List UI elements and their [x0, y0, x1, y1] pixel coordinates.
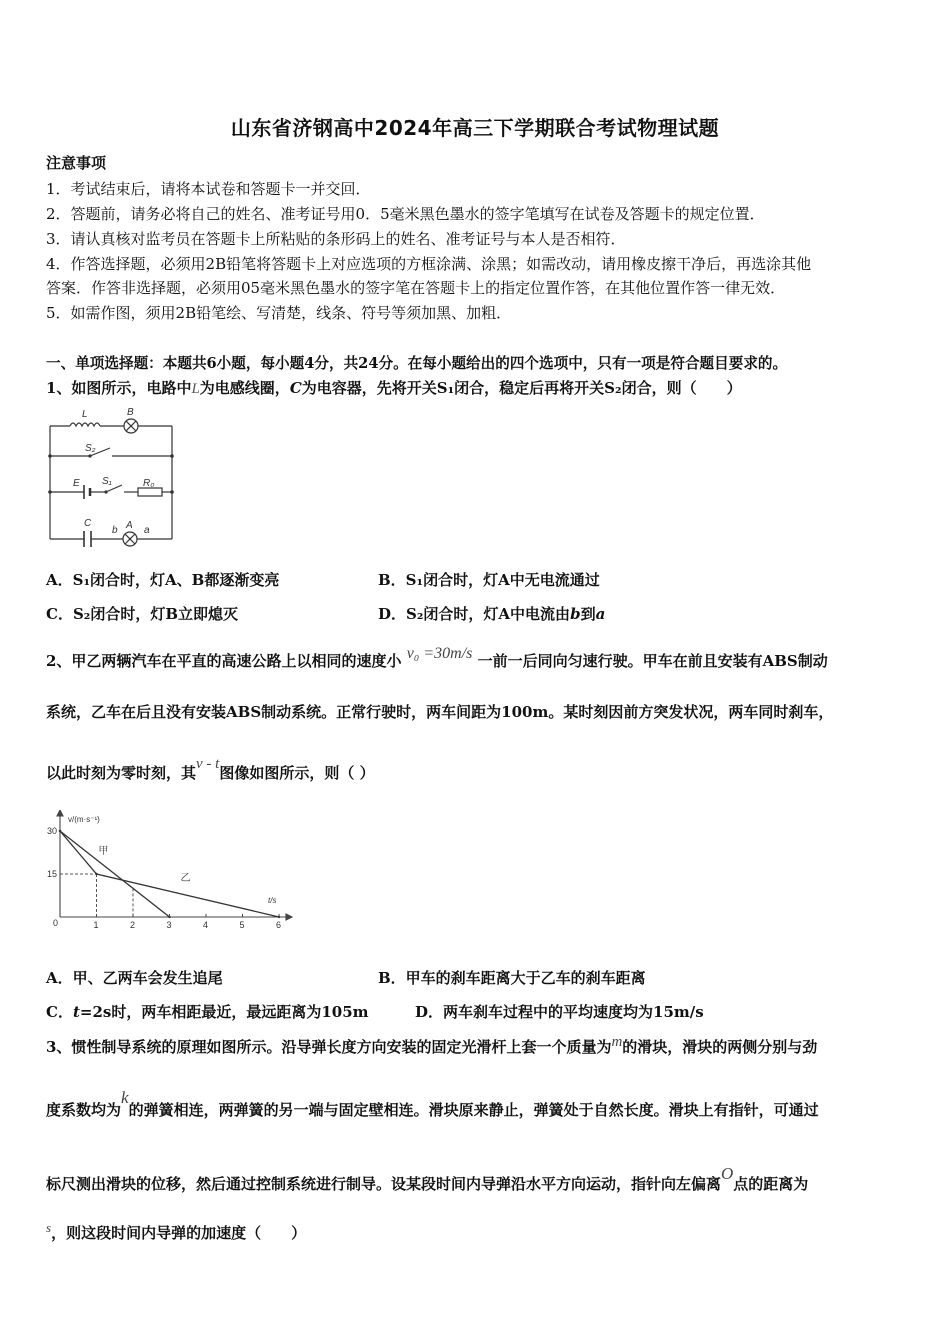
chart-x-tick-0: 0 — [53, 918, 59, 928]
q1-option-d[interactable] — [378, 603, 605, 624]
circuit-label-c: C — [84, 518, 92, 529]
q3-line2-a: 度系数均为 — [46, 1101, 122, 1119]
chart-series-label-2: 乙 — [180, 873, 191, 885]
notice-item-4: 4．作答选择题，必须用2B铅笔将答题卡上对应选项的方框涂满、涂黑；如需改动，请用橡皮擦干净后，再选涂其他 — [46, 255, 812, 273]
q1-stem-b: 为电感线圈， — [199, 379, 290, 397]
circuit-label-a-lamp: A — [126, 520, 133, 531]
q1-symbol-c: C — [289, 379, 302, 397]
circuit-label-l: L — [82, 409, 88, 420]
chart-x-tick-3: 3 — [166, 920, 172, 930]
q3-line3-a: 标尺测出滑块的位移，然后通过控制系统进行制导。设某段时间内导弹沿水平方向运动，指针向左偏离 — [46, 1175, 722, 1193]
chart-x-tick-2: 2 — [130, 920, 136, 930]
circuit-label-s2: S₂ — [85, 443, 96, 454]
question-1-stem — [46, 377, 742, 398]
q1-option-d-d: a — [595, 605, 606, 623]
chart-x-label: t/s — [268, 896, 277, 905]
q2-option-c-a: C． — [46, 1003, 73, 1021]
q1-stem-c: 为电容器，先将开关S₁闭合，稳定后再将开关S₂闭合，则（ ） — [301, 379, 742, 397]
chart-y-tick-15: 15 — [47, 869, 58, 879]
q3-line3-b: 点的距离为 — [733, 1175, 809, 1193]
question-3-line-1 — [46, 1036, 817, 1057]
page-title: 山东省济钢高中2024年高三下学期联合考试物理试题 — [230, 116, 720, 140]
q2-vt: v - t — [196, 756, 220, 772]
notice-item-2: 2．答题前，请务必将自己的姓名、准考证号用0．5毫米黑色墨水的签字笔填写在试卷及答题卡的规定位置． — [46, 205, 765, 223]
question-3-line-2 — [46, 1088, 819, 1120]
q1-stem-a: 1、如图所示，电路中 — [46, 379, 192, 397]
q2-v0: v₀ =30m/s — [406, 645, 473, 662]
circuit-label-b-point: b — [112, 525, 118, 536]
q2-line3-a: 以此时刻为零时刻，其 — [46, 764, 197, 782]
chart-y-arrow — [57, 810, 63, 816]
chart-x-tick-5: 5 — [239, 920, 245, 930]
q1-option-d-c: 到 — [580, 605, 596, 623]
question-2-line-1 — [46, 645, 828, 671]
notice-item-4-cont: 答案．作答非选择题，必须用05毫米黑色墨水的签字笔在答题卡上的指定位置作答，在其他位置作答一律无效． — [46, 279, 786, 297]
q1-option-a[interactable]: A．S₁闭合时，灯A、B都逐渐变亮 — [46, 571, 280, 589]
q2-option-c-t: t — [72, 1003, 80, 1021]
question-3-line-4 — [46, 1222, 306, 1243]
chart-point-2-1 — [59, 830, 61, 832]
chart-x-tick-4: 4 — [203, 920, 209, 930]
q3-symbol-k: k — [121, 1088, 129, 1107]
question-2-line-3 — [46, 756, 375, 783]
circuit-diagram — [40, 402, 185, 552]
chart-y-tick-30: 30 — [47, 826, 58, 836]
circuit-label-b: B — [127, 407, 134, 418]
question-3-line-3 — [46, 1164, 809, 1194]
chart-y-label: v/(m·s⁻¹) — [68, 815, 100, 824]
chart-x-arrow — [286, 914, 292, 920]
q2-option-d[interactable]: D．两车刹车过程中的平均速度均为15m/s — [415, 1003, 704, 1021]
q2-line1-a: 2、甲乙两辆汽车在平直的高速公路上以相同的速度小 — [46, 652, 402, 670]
chart-x-tick-6: 6 — [276, 920, 282, 930]
vt-chart — [46, 810, 296, 935]
q1-option-c[interactable]: C．S₂闭合时，灯B立即熄灭 — [46, 605, 239, 623]
circuit-label-e: E — [73, 478, 80, 489]
q1-option-d-a: D．S₂闭合时，灯A中电流由 — [378, 605, 571, 623]
q1-option-b[interactable]: B．S₁闭合时，灯A中无电流通过 — [378, 571, 600, 589]
circuit-label-r0: R₀ — [143, 478, 155, 489]
q3-line1-a: 3、惯性制导系统的原理如图所示。沿导弹长度方向安装的固定光滑杆上套一个质量为 — [46, 1038, 612, 1056]
notice-item-3: 3．请认真核对监考员在答题卡上所粘贴的条形码上的姓名、准考证号与本人是否相符． — [46, 230, 626, 248]
q1-symbol-l: L — [191, 381, 200, 397]
section-heading: 一、单项选择题：本题共6小题，每小题4分，共24分。在每小题给出的四个选项中，只有一项是符合题目要求的。 — [46, 355, 788, 372]
q2-option-a[interactable]: A．甲、乙两车会发生追尾 — [46, 969, 223, 987]
q2-line3-b: 图像如图所示，则（ ） — [219, 764, 375, 782]
q3-line2-b: 的弹簧相连，两弹簧的另一端与固定壁相连。滑块原来静止，弹簧处于自然长度。滑块上有指针，可通过 — [128, 1101, 819, 1119]
q2-option-c[interactable] — [46, 1001, 369, 1022]
q3-symbol-s: s — [46, 1220, 52, 1235]
notice-item-1: 1．考试结束后，请将本试卷和答题卡一并交回． — [46, 180, 371, 198]
q2-line1-b: 一前一后同向匀速行驶。甲车在前且安装有ABS制动 — [477, 652, 828, 670]
circuit-label-s1: S₁ — [102, 476, 112, 487]
notice-item-5: 5．如需作图，须用2B铅笔绘、写清楚，线条、符号等须加黑、加粗． — [46, 304, 512, 322]
notice-heading: 注意事项 — [46, 154, 107, 172]
q3-symbol-m: m — [611, 1034, 623, 1050]
q2-option-c-b: =2s时，两车相距最近，最远距离为105m — [79, 1003, 369, 1021]
chart-point-2-2 — [95, 873, 97, 875]
q1-option-d-b: b — [570, 605, 581, 623]
question-2-line-2: 系统，乙车在后且没有安装ABS制动系统。正常行驶时，两车间距为100m。某时刻因前方突发状况，两车同时刹车， — [46, 703, 834, 721]
circuit-label-a-point: a — [144, 525, 150, 536]
q2-option-b[interactable]: B．甲车的刹车距离大于乙车的刹车距离 — [378, 969, 646, 987]
chart-x-tick-1: 1 — [93, 920, 99, 930]
q3-line1-b: 的滑块，滑块的两侧分别与劲 — [622, 1038, 818, 1056]
q3-line4: ，则这段时间内导弹的加速度（ ） — [51, 1224, 307, 1242]
q3-symbol-o: O — [721, 1164, 734, 1183]
chart-series-label-1: 甲 — [98, 845, 109, 857]
